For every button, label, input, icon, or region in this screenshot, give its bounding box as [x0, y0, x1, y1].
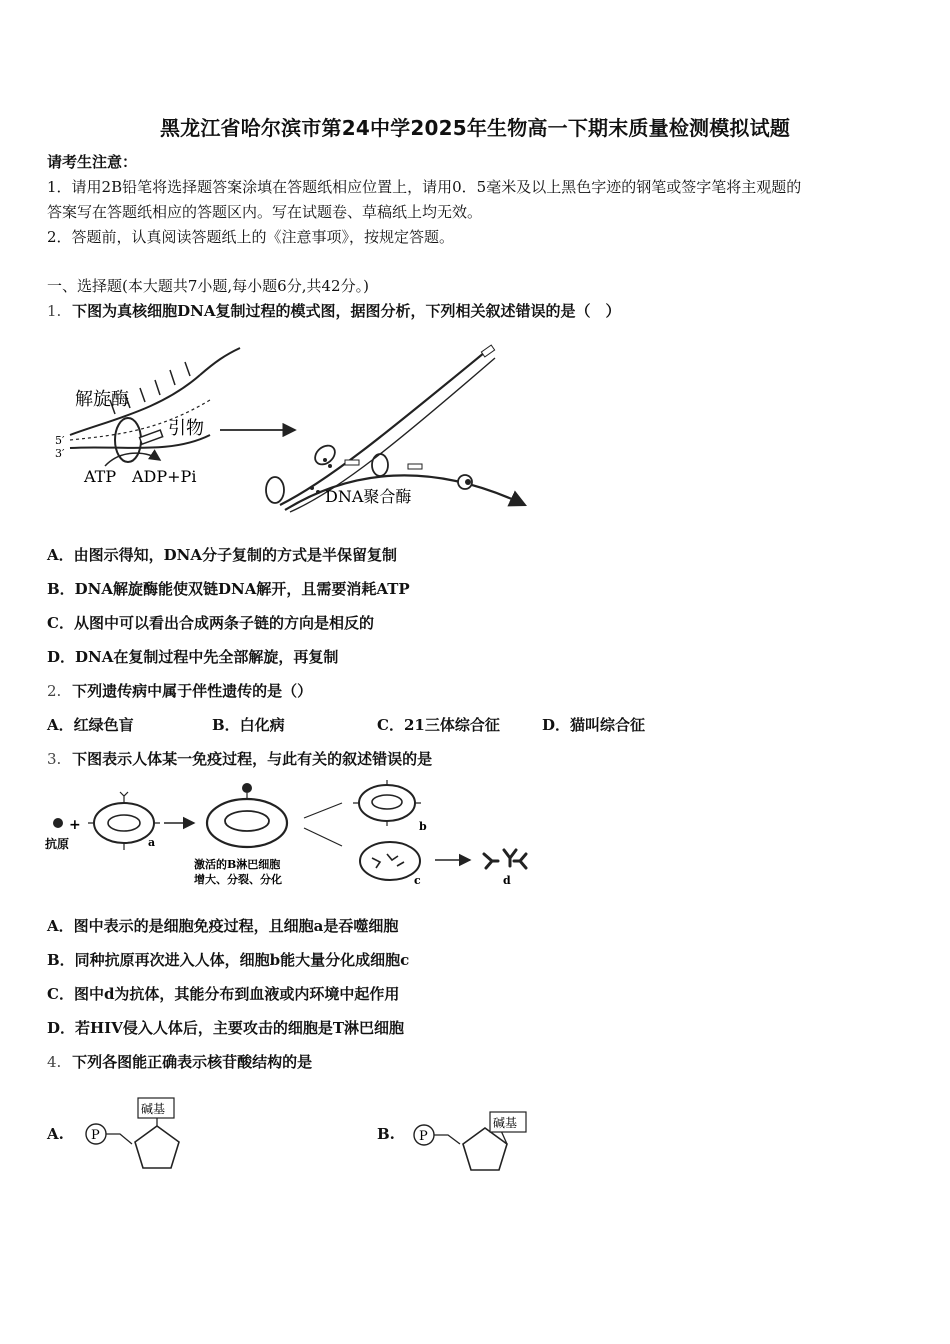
antigen-dot	[53, 818, 63, 828]
dna-polymerase-label: DNA聚合酶	[325, 487, 412, 506]
polymerase-shape-2	[372, 454, 388, 476]
primer-label: 引物	[168, 418, 204, 439]
question-3-option-c: C．图中d为抗体，其能分布到血液或内环境中起作用	[47, 985, 400, 1003]
question-1-text: 下图为真核细胞DNA复制过程的模式图，据图分析，下列相关叙述错误的是（ ）	[72, 302, 621, 320]
nucleotide-diagram-a	[80, 1092, 190, 1176]
helicase-ring-2	[266, 477, 284, 503]
plus-sign: +	[69, 817, 81, 833]
phosphate-label-b: P	[419, 1129, 428, 1144]
question-2-option-d: D．猫叫综合征	[542, 716, 646, 734]
question-3-option-d: D．若HIV侵入人体后，主要攻击的细胞是T淋巴细胞	[47, 1019, 404, 1037]
base-label-a: 碱基	[141, 1102, 166, 1116]
helicase-label: 解旋酶	[75, 389, 129, 410]
activated-b-cell	[207, 783, 287, 847]
cell-b	[353, 780, 421, 826]
question-1-option-c: C．从图中可以看出合成两条子链的方向是相反的	[47, 614, 374, 632]
notice-item-1-line-2: 答案写在答题纸相应的答题区内。写在试题卷、草稿纸上均无效。	[47, 203, 483, 221]
question-1-option-d: D．DNA在复制过程中先全部解旋，再复制	[47, 648, 339, 666]
question-1-option-b: B．DNA解旋酶能使双链DNA解开，且需要消耗ATP	[47, 580, 410, 598]
label-c: c	[414, 874, 421, 887]
section-heading: 一、选择题(本大题共7小题,每小题6分,共42分。)	[47, 277, 369, 295]
cell-c	[360, 842, 420, 880]
pentose-ring-a	[135, 1126, 179, 1168]
question-4	[47, 1052, 312, 1072]
helicase-ring	[115, 418, 141, 462]
atp-label: ATP	[84, 467, 117, 486]
question-4-text: 下列各图能正确表示核苷酸结构的是	[72, 1053, 313, 1071]
label-b: b	[419, 820, 427, 833]
question-3-text: 下图表示人体某一免疫过程，与此有关的叙述错误的是	[72, 750, 433, 768]
question-2-option-c: C．21三体综合征	[377, 716, 500, 734]
question-2-number: 2.	[47, 682, 62, 700]
three-prime-label: 3′	[55, 447, 65, 460]
question-3-option-a: A．图中表示的是细胞免疫过程，且细胞a是吞噬细胞	[47, 917, 399, 935]
label-a: a	[148, 836, 156, 849]
base-label-b: 碱基	[493, 1116, 518, 1130]
question-4-option-b: B.	[377, 1125, 395, 1143]
notice-item-1-line-1: 1．请用2B铅笔将选择题答案涂填在答题纸相应位置上，请用0．5毫米及以上黑色字迹的钢笔或签字笔将主观题的	[47, 178, 802, 196]
question-2-option-b: B．白化病	[212, 716, 285, 734]
question-3-number: 3.	[47, 750, 62, 768]
activated-b-cell-label-1: 激活的B淋巴细胞	[194, 858, 281, 871]
polymerase-shape-1	[311, 442, 338, 468]
question-2-option-a: A．红绿色盲	[47, 716, 134, 734]
question-3-option-b: B．同种抗原再次进入人体，细胞b能大量分化成细胞c	[47, 951, 410, 969]
activated-b-cell-label-2: 增大、分裂、分化	[194, 873, 282, 886]
question-1-option-a: A．由图示得知，DNA分子复制的方式是半保留复制	[47, 546, 397, 564]
question-1	[47, 301, 620, 321]
five-prime-label: 5′	[55, 434, 65, 447]
question-3	[47, 749, 432, 769]
question-2-text: 下列遗传病中属于伴性遗传的是（）	[72, 682, 313, 700]
question-4-number: 4.	[47, 1053, 62, 1071]
adp-label: ADP+Pi	[132, 467, 197, 486]
arrow-to-b	[304, 803, 342, 818]
page-title: 黑龙江省哈尔滨市第24中学2025年生物高一下期末质量检测模拟试题	[159, 116, 791, 140]
dna-replication-figure	[50, 340, 540, 525]
notice-heading: 请考生注意：	[47, 153, 138, 171]
question-1-number: 1.	[47, 302, 62, 320]
question-2	[47, 681, 312, 701]
immune-process-figure	[42, 778, 542, 893]
label-d: d	[503, 874, 511, 887]
antibodies-d	[484, 850, 526, 868]
pentose-ring-b	[463, 1128, 507, 1170]
antigen-label: 抗原	[45, 837, 70, 851]
nucleotide-diagram-b	[408, 1108, 538, 1178]
arrow-to-c	[304, 828, 342, 846]
notice-item-2: 2．答题前，认真阅读答题纸上的《注意事项》，按规定答题。	[47, 228, 455, 246]
phosphate-label-a: P	[91, 1128, 100, 1143]
question-4-option-a: A.	[47, 1125, 64, 1143]
primer-shape	[140, 430, 163, 444]
